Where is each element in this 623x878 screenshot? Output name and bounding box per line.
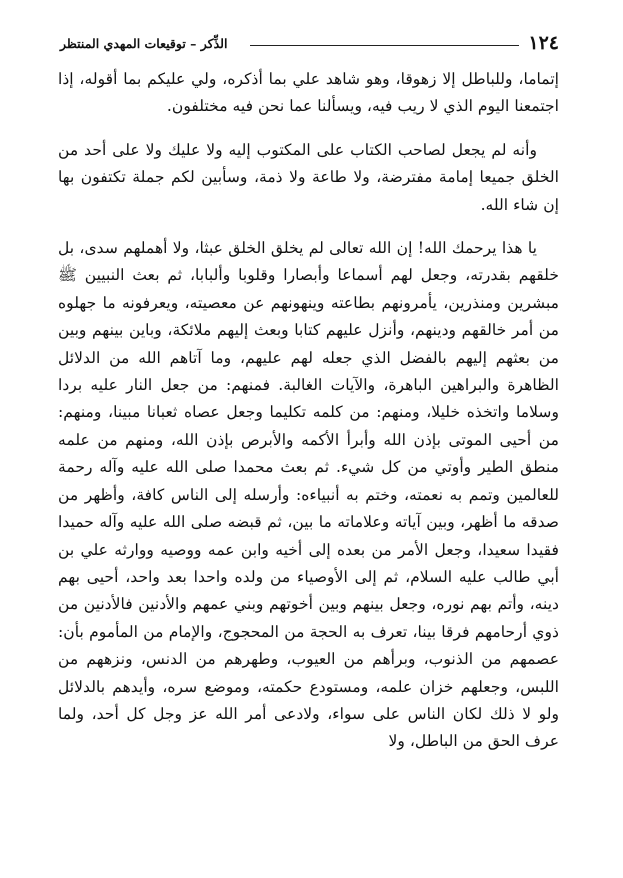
page-number: ١٢٤ [528,32,559,54]
paragraph: وأنه لم يجعل لصاحب الكتاب على المكتوب إليه ولا عليك ولا على أحد من الخلق جميعا إمامة مفترضة، ولا طاعة ولا ذمة، وسأبين لكم جملة تكتفون بها إن شاء الله. [58,140,559,214]
header-rule [250,45,519,46]
page-body [58,66,559,756]
running-title: الذِّكر – توقيعات المهدي المنتظر [60,36,228,51]
paragraph: يا هذا يرحمك الله! إن الله تعالى لم يخلق الخلق عبثا، ولا أهملهم سدى، بل خلقهم بقدرته، وجعل لهم أسماعا وأبصارا وقلوبا وألبابا، ثم بعث النبيين ﷺ مبشرين ومنذرين، يأمرونهم بطاعته وينهونهم عن معصيته، ويعرفونه ما جهلوه من أمر خالقهم ودينهم، وأنزل عليهم كتابا وبعث إليهم ملائكة، وباين بينهم وبين من بعثهم إليهم بالفضل الذي جعله لهم عليهم، وما آتاهم الله من الدلائل الظاهرة والبراهين الباهرة، والآيات الغالبة. فمنهم: من جعل النار عليه بردا وسلاما واتخذه خليلا، ومنهم: من كلمه تكليما وجعل عصاه ثعبانا مبينا، ومنهم: من أحيى الموتى بإذن الله وأبرأ الأكمه والأبرص بإذن الله، ومنهم من علمه منطق الطير وأوتي من كل شيء. ثم بعث محمدا صلى الله عليه وآله رحمة للعالمين وتمم به نعمته، وختم به أنبياءه: وأرسله إلى الناس كافة، وأظهر من صدقه ما أظهر، وبين آياته وعلاماته ما بين، ثم قبضه صلى الله عليه وآله حميدا فقيدا سعيدا، وجعل الأمر من بعده إلى أخيه وابن عمه ووصيه ووارثه علي بن أبي طالب عليه السلام، ثم إلى الأوصياء من ولده واحدا بعد واحد، أحيى بهم دينه، وأتم بهم نوره، وجعل بينهم وبين أخوتهم وبني عمهم والأدنين فالأدنين من ذوي أرحامهم فرقا بينا، تعرف به الحجة من المحجوج، والإمام من المأموم بأن: عصمهم من الذنوب، وبرأهم من العيوب، وطهرهم من الدنس، ونزههم من اللبس، وجعلهم خزان علمه، ومستودع حكمته، وموضع سره، وأيدهم بالدلائل ولو لا ذلك لكان الناس على سواء، ولادعى أمر الله عز وجل كل أحد، ولما عرف الحق من الباطل، ولا [58,239,559,751]
paragraph: إتماما، وللباطل إلا زهوقا، وهو شاهد علي بما أذكره، ولي عليكم بما أقوله، إذا اجتمعنا اليوم الذي لا ريب فيه، ويسألنا عما نحن فيه مختلفون. [58,70,559,116]
page-header [60,30,559,60]
